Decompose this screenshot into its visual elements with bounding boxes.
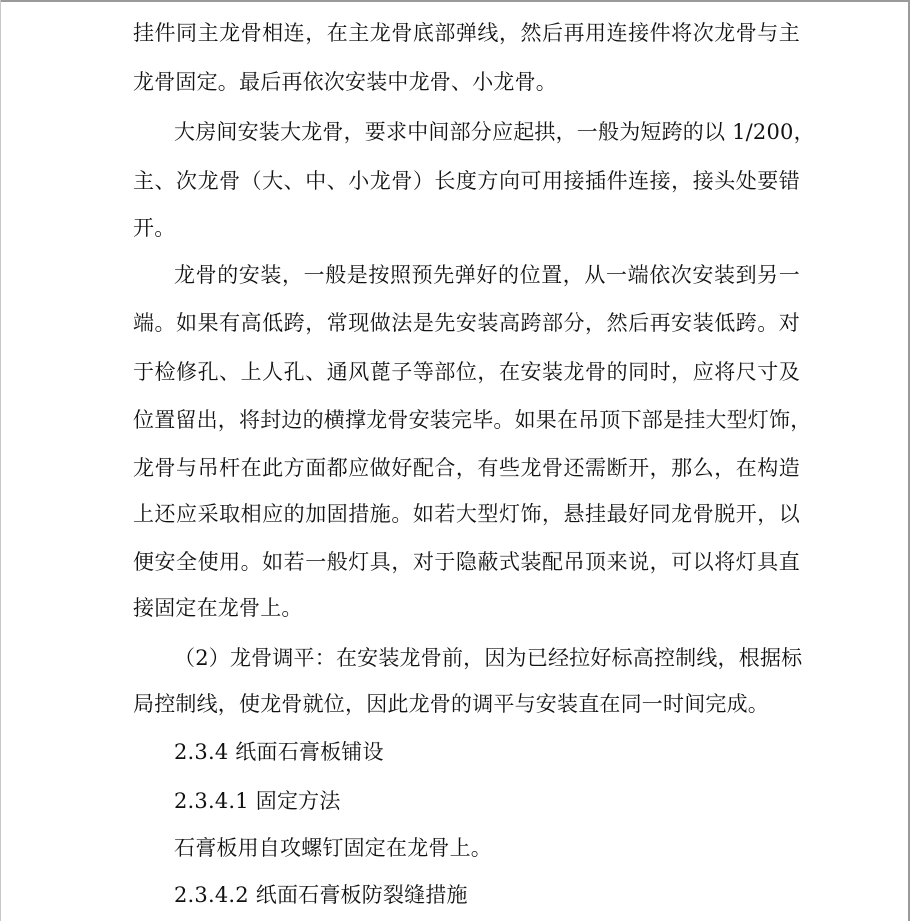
page-top-border <box>0 0 910 2</box>
section-heading: 2.3.4 纸面石膏板铺设 <box>174 740 384 764</box>
subsection-heading: 2.3.4.1 固定方法 <box>174 789 341 813</box>
text-line: 龙骨与吊杆在此方面都应做好配合，有些龙骨还需断开，那么，在构造 <box>133 456 800 480</box>
subsection-heading: 2.3.4.2 纸面石膏板防裂缝措施 <box>174 883 468 907</box>
text-line: 端。如果有高低跨，常现做法是先安装高跨部分，然后再安装低跨。对 <box>133 311 800 335</box>
paragraph-start-line: 龙骨的安装，一般是按照预先弹好的位置，从一端依次安装到另一 <box>174 263 800 287</box>
text-line: 于检修孔、上人孔、通风蓖子等部位，在安装龙骨的同时，应将尺寸及 <box>133 360 800 384</box>
text-line: 挂件同主龙骨相连，在主龙骨底部弹线，然后再用连接件将次龙骨与主 <box>133 21 800 45</box>
text-line: 龙骨固定。最后再依次安装中龙骨、小龙骨。 <box>133 70 557 94</box>
text-line: 开。 <box>133 216 176 240</box>
text-line: 主、次龙骨（大、中、小龙骨）长度方向可用接插件连接，接头处要错 <box>133 169 800 193</box>
text-line: 便安全使用。如若一般灯具，对于隐蔽式装配吊顶来说，可以将灯具直 <box>133 550 800 574</box>
paragraph-start-line: 大房间安装大龙骨，要求中间部分应起拱，一般为短跨的以 1/200， <box>174 120 815 144</box>
text-line: 接固定在龙骨上。 <box>133 596 303 620</box>
paragraph-start-line: （2）龙骨调平：在安装龙骨前，因为已经拉好标高控制线，根据标 <box>174 646 803 670</box>
text-line: 石膏板用自攻螺钉固定在龙骨上。 <box>174 836 492 860</box>
text-line: 局控制线，使龙骨就位，因此龙骨的调平与安装直在同一时间完成。 <box>133 692 769 716</box>
text-line: 位置留出，将封边的横撑龙骨安装完毕。如果在吊顶下部是挂大型灯饰， <box>133 408 812 432</box>
text-line: 上还应采取相应的加固措施。如若大型灯饰，悬挂最好同龙骨脱开，以 <box>133 502 800 526</box>
page-left-border <box>0 0 1 921</box>
